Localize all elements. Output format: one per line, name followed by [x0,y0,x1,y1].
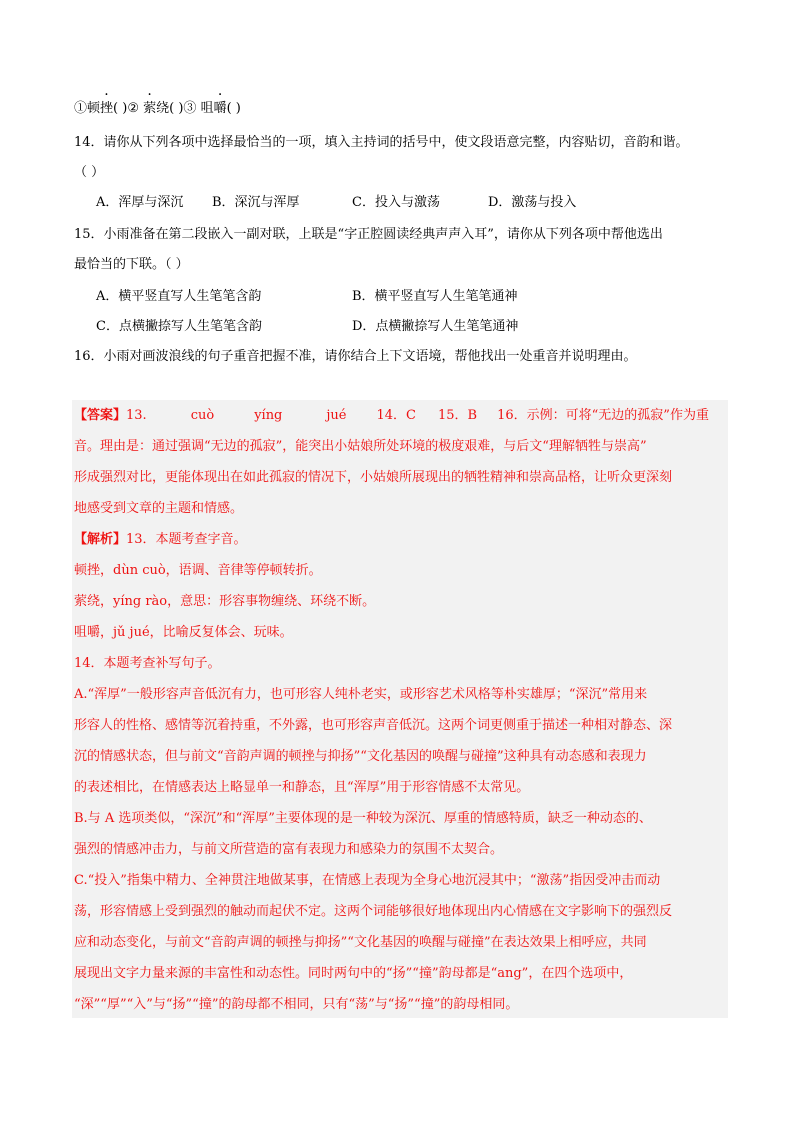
analysis-intro: 13．本题考查字音。 [126,532,247,547]
answer-q13-label: 13. [126,408,147,423]
answer-line-3: 形成强烈对比，更能体现出在如此孤寂的情况下，小姑娘所展现出的牺牲精神和崇高品格，让听众更深刻 [74,470,673,485]
q15-question-line1: 15．小雨准备在第二段嵌入一副对联，上联是“字正腔圆读经典声声入耳”，请你从下列各项中帮他选出 [74,227,663,242]
q13-item2-dotted-char: 萦 [143,101,157,116]
answer-line-2: 音。理由是：通过强调“无边的孤寂”，能突出小姑娘所处环境的极度艰难，与后文“理解牺牲与崇高” [74,439,647,454]
q14-option-c: C．投入与激荡 [352,195,440,210]
q14-option-b: B．深沉与浑厚 [212,195,300,210]
analysis-c-line-4: 展现出文字力量来源的丰富性和动态性。同时两句中的“扬”“撞”韵母都是“ang”，在四个选项中， [74,966,633,981]
q14-option-d: D．激荡与投入 [488,195,577,210]
answer-q14: 14．C [376,408,416,423]
q13-item1-blank: ( ) [113,101,128,116]
answer-pinyin-3: jué [326,408,347,423]
q13-item3-blank: ( ) [226,101,241,116]
q13-item2-number: ② [127,101,139,116]
q13-item1-dotted-char: 挫 [100,101,114,116]
analysis-q14-intro: 14．本题考查补写句子。 [74,656,221,671]
analysis-a-line-2: 形容人的性格、感情等沉着持重，不外露，也可形容声音低沉。这两个词更侧重于描述一种相对静态、深 [74,718,673,733]
q15-option-d: D．点横撇捺写人生笔笔通神 [352,319,519,334]
answer-pinyin-2: yíng [254,408,283,423]
q13-item2-rest: 绕( ) [156,101,184,116]
analysis-c-line-5: “深”“厚”“入”与“扬”“撞”的韵母都不相同，只有“荡”与“扬”“撞”的韵母相同。 [74,997,519,1012]
analysis-c-line-2: 荡，形容情感上受到强烈的触动而起伏不定。这两个词能够很好地体现出内心情感在文字影响下的强烈反 [74,904,673,919]
analysis-a-line-1: A.“浑厚”一般形容声音低沉有力，也可形容人纯朴老实，或形容艺术风格等朴实雄厚；“深沉”常用来 [74,687,648,702]
analysis-b-line-1: B.与 A 选项类似，“深沉”和“浑厚”主要体现的是一种较为深沉、厚重的情感特质，缺乏一种动态的、 [74,811,652,826]
analysis-a-line-3: 沉的情感状态，但与前文“音韵声调的顿挫与抑扬”“文化基因的唤醒与碰撞”这种具有动态感和表现力 [74,749,647,764]
answer-line-4: 地感受到文章的主题和情感。 [74,501,244,516]
q15-option-a: A．横平竖直写人生笔笔含韵 [96,289,262,304]
analysis-a-line-4: 的表述相比，在情感表达上略显单一和静态，且“浑厚”用于形容情感不太常见。 [74,780,530,795]
answer-pinyin-1: cuò [190,408,215,423]
answer-q15: 15．B [438,408,478,423]
q13-item3-prefix: 咀 [200,101,214,116]
q15-option-c: C．点横撇捺写人生笔笔含韵 [96,319,262,334]
q14-option-a: A．浑厚与深沉 [96,195,184,210]
answer-analysis-block [72,400,728,1018]
analysis-c-line-3: 应和动态变化，与前文“音韵声调的顿挫与抑扬”“文化基因的唤醒与碰撞”在表达效果上相呼应，共同 [74,935,647,950]
q15-option-b: B．横平竖直写人生笔笔通神 [352,289,518,304]
q13-item1-prefix: ①顿 [74,101,101,116]
analysis-header [74,530,247,550]
q16-question: 16．小雨对画波浪线的句子重音把握不准，请你结合上下文语境，帮他找出一处重音并说明理由。 [74,349,637,364]
analysis-pinyin-3: 咀嚼，jǔ jué，比喻反复体会、玩味。 [74,625,293,640]
q13-item3-number: ③ [183,101,197,116]
analysis-pinyin-2: 萦绕，yíng rào，意思：形容事物缠绕、环绕不断。 [74,594,376,609]
q14-question: 14．请你从下列各项中选择最恰当的一项，填入主持词的括号中，使文段语意完整，内容贴切，音韵和谐。 [74,135,689,150]
q13-items-line [74,99,241,119]
analysis-c-line-1: C.“投入”指集中精力、全神贯注地做某事，在情感上表现为全身心地沉浸其中；“激荡”指因受冲击而动 [74,873,661,888]
answer-tag: 【答案】 [74,408,127,423]
answer-q16: 16．示例：可将“无边的孤寂”作为重 [497,408,709,423]
q15-question-line2: 最恰当的下联。（ ） [74,257,189,272]
answer-line-1 [74,406,709,426]
q13-item3-dotted-char: 嚼 [213,101,227,116]
analysis-pinyin-1: 顿挫，dùn cuò，语调、音律等停顿转折。 [74,563,322,578]
analysis-b-line-2: 强烈的情感冲击力，与前文所营造的富有表现力和感染力的氛围不太契合。 [74,842,504,857]
analysis-tag: 【解析】 [74,532,127,547]
q14-answer-paren: （ ） [74,165,105,180]
